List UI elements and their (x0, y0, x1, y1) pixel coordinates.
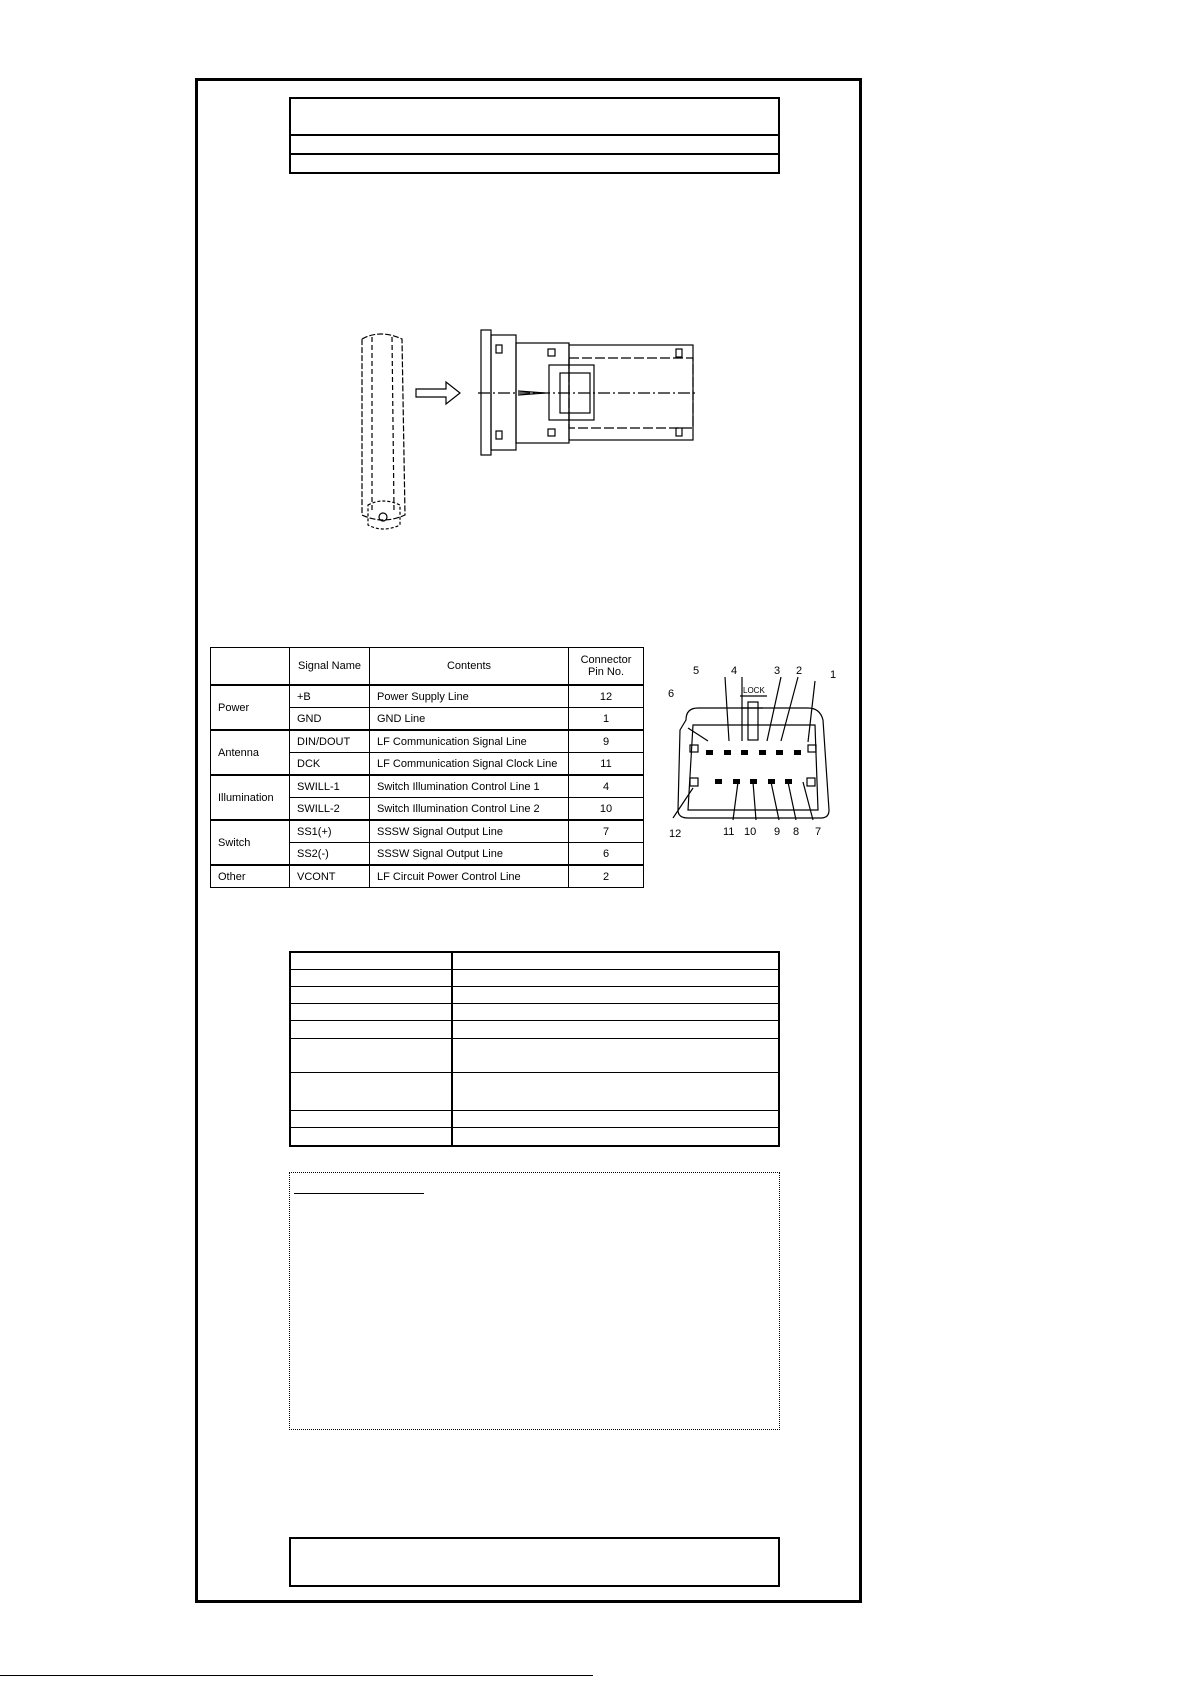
contents-cell: Switch Illumination Control Line 2 (370, 798, 569, 821)
pin-cell: 11 (569, 753, 644, 776)
group-cell: Switch (211, 820, 290, 865)
pin-label-5: 5 (693, 665, 700, 677)
signal-cell: DIN/DOUT (290, 730, 370, 753)
footer-box (289, 1537, 780, 1587)
lock-label: LOCK (743, 686, 765, 695)
spec-grid-table (289, 951, 780, 1147)
pin-cell: 7 (569, 820, 644, 843)
pin-cell: 10 (569, 798, 644, 821)
pin-label-2: 2 (796, 665, 803, 677)
pin-cell: 4 (569, 775, 644, 798)
signal-table (210, 647, 644, 888)
signal-cell: +B (290, 685, 370, 708)
signal-cell: SWILL-2 (290, 798, 370, 821)
pin-label-10: 10 (744, 826, 757, 838)
connector-pinout-diagram (663, 660, 843, 845)
pin-label-9: 9 (774, 826, 781, 838)
pin-label-1: 1 (830, 669, 837, 681)
pin-cell: 1 (569, 708, 644, 731)
signal-cell: VCONT (290, 865, 370, 888)
signal-cell: DCK (290, 753, 370, 776)
pin-cell: 9 (569, 730, 644, 753)
note-box (289, 1172, 780, 1430)
contents-cell: LF Communication Signal Clock Line (370, 753, 569, 776)
contents-cell: GND Line (370, 708, 569, 731)
signal-cell: SS2(-) (290, 843, 370, 866)
group-cell: Antenna (211, 730, 290, 775)
signal-name-header: Signal Name (290, 648, 370, 686)
group-header (211, 648, 290, 686)
pin-label-3: 3 (774, 665, 781, 677)
contents-cell: Switch Illumination Control Line 1 (370, 775, 569, 798)
header-box (289, 97, 780, 174)
signal-cell: SWILL-1 (290, 775, 370, 798)
group-cell: Illumination (211, 775, 290, 820)
contents-cell: SSSW Signal Output Line (370, 820, 569, 843)
pin-cell: 2 (569, 865, 644, 888)
pin-label-6: 6 (668, 688, 675, 700)
pin-label-11: 11 (723, 826, 735, 838)
contents-cell: SSSW Signal Output Line (370, 843, 569, 866)
pin-label-12: 12 (669, 828, 682, 840)
pin-cell: 6 (569, 843, 644, 866)
signal-cell: GND (290, 708, 370, 731)
pin-label-8: 8 (793, 826, 800, 838)
contents-cell: Power Supply Line (370, 685, 569, 708)
signal-cell: SS1(+) (290, 820, 370, 843)
contents-cell: LF Communication Signal Line (370, 730, 569, 753)
connector-assembly-drawing (350, 325, 720, 537)
pin-label-4: 4 (731, 665, 738, 677)
pin-header: Connector Pin No. (569, 648, 644, 686)
pin-cell: 12 (569, 685, 644, 708)
footnote-rule (0, 1675, 593, 1676)
pin-label-7: 7 (815, 826, 822, 838)
group-cell: Other (211, 865, 290, 888)
contents-header: Contents (370, 648, 569, 686)
contents-cell: LF Circuit Power Control Line (370, 865, 569, 888)
group-cell: Power (211, 685, 290, 730)
